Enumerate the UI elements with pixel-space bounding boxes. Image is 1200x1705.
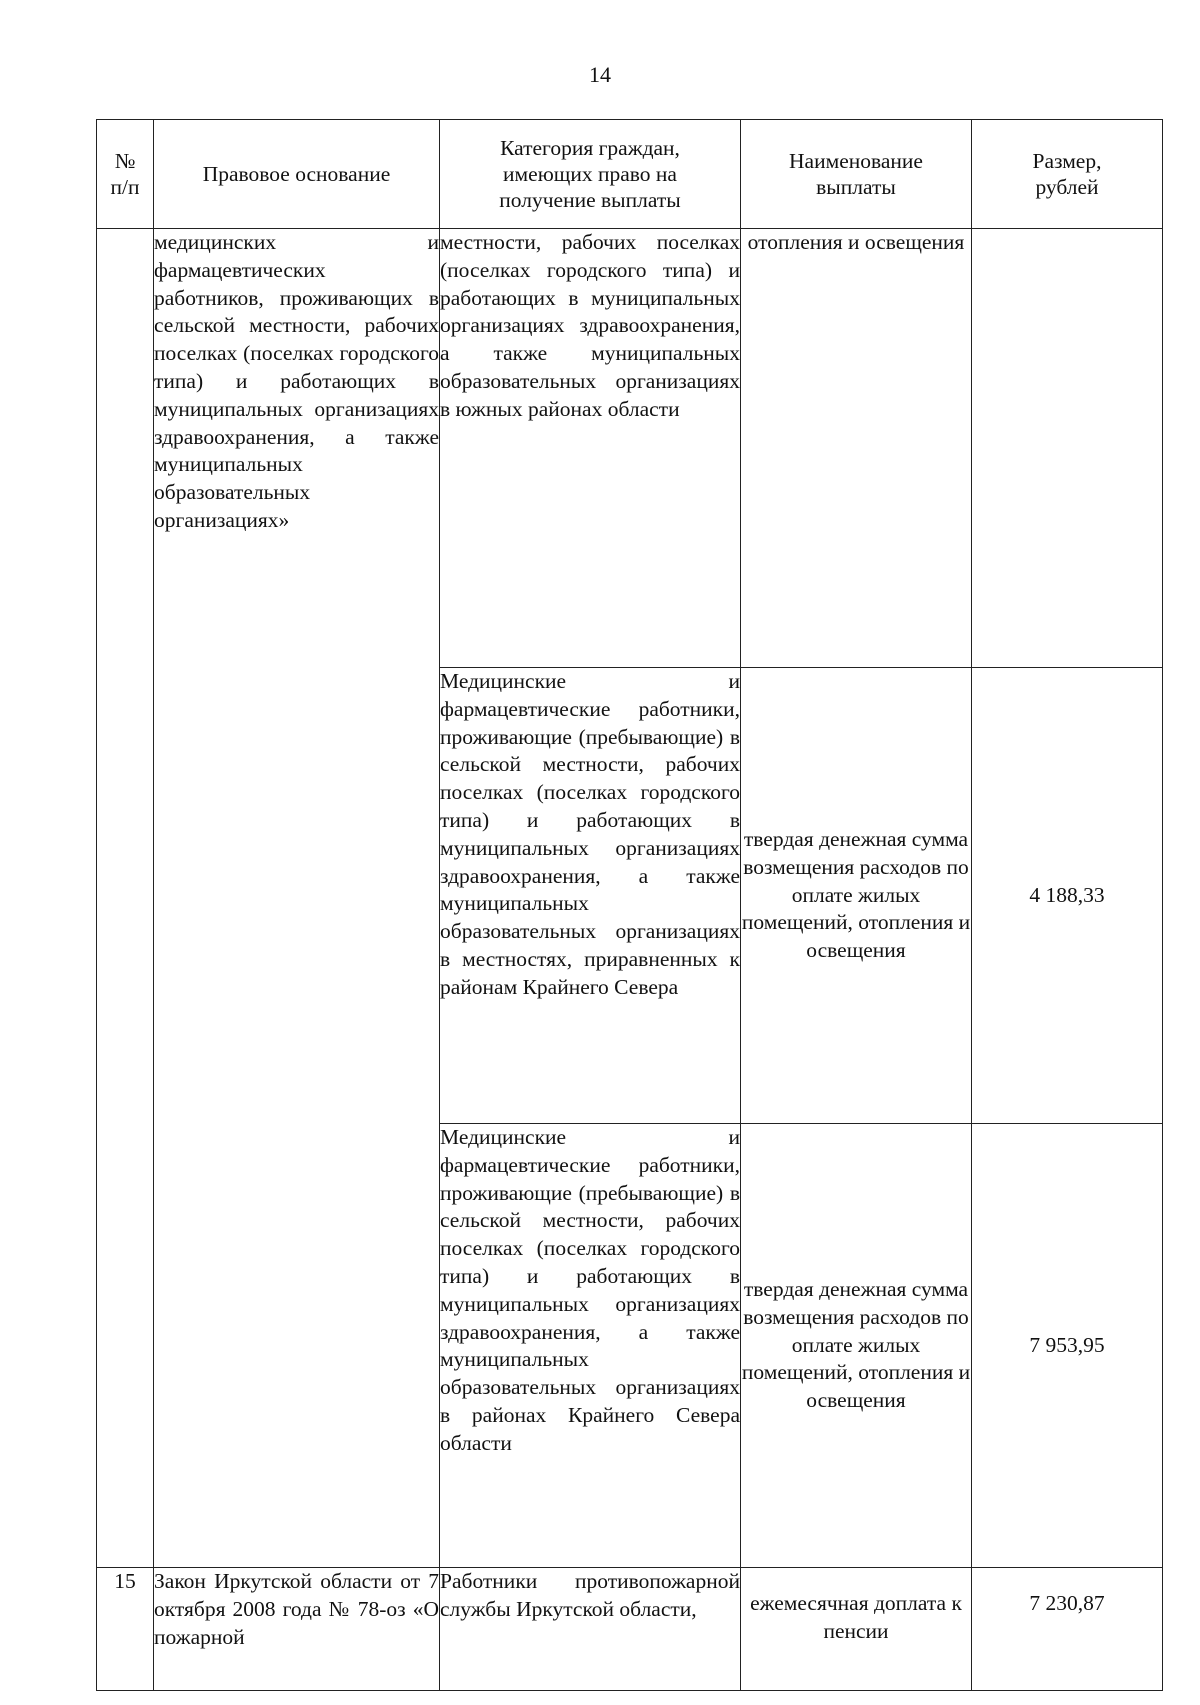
header-category: Категория граждан, имеющих право на получение выплаты [440,120,741,229]
category-cell: местности, рабочих поселках (поселках городского типа) и работающих в муниципальных организациях здравоохранения, а также муниципальных образовательных организациях в южных районах области [440,229,741,668]
row15-category-cell: Работники противопожарной службы Иркутской области, [440,1568,741,1691]
page-number: 14 [589,62,611,87]
amount-cell: 7 953,95 [972,1124,1163,1568]
row15-basis-cell: Закон Иркутской области от 7 октября 2008 года № 78-оз «О пожарной [154,1568,440,1691]
payments-table [96,119,1163,1691]
row15-amount-cell: 7 230,87 [972,1568,1163,1691]
header-basis: Правовое основание [154,120,440,229]
amount-cell [972,229,1163,668]
header-amount: Размер, рублей [972,120,1163,229]
category-cell: Медицинские и фармацевтические работники, проживающие (пребывающие) в сельской местности, рабочих поселках (поселках городского типа) и работающих в муниципальных организациях здравоохранения, а также муниципальных образовательных организациях в местностях, приравненных к районам Крайнего Севера [440,668,741,1124]
payment-name-cell: твердая денежная сумма возмещения расходов по оплате жилых помещений, отопления и освещения [741,1124,972,1568]
amount-cell: 4 188,33 [972,668,1163,1124]
category-cell: Медицинские и фармацевтические работники, проживающие (пребывающие) в сельской местности, рабочих поселках (поселках городского типа) и работающих в муниципальных организациях здравоохранения, а также муниципальных образовательных организациях в районах Крайнего Севера области [440,1124,741,1568]
payment-name-cell: твердая денежная сумма возмещения расходов по оплате жилых помещений, отопления и освещения [741,668,972,1124]
row14-num-cell [97,229,154,1568]
row14-basis-cell: медицинских и фармацевтических работников, проживающих в сельской местности, рабочих поселках (поселках городского типа) и работающих в муниципальных организациях здравоохранения, а также муниципальных образовательных организациях» [154,229,440,1568]
table-header-row [97,120,1163,229]
payment-name-cell: отопления и освещения [741,229,972,668]
header-payment-name: Наименование выплаты [741,120,972,229]
row15-payment-name-cell: ежемесячная доплата к пенсии [741,1568,972,1691]
row15-num-cell: 15 [97,1568,154,1691]
table-row [97,1568,1163,1691]
table-row [97,229,1163,668]
header-num: № п/п [97,120,154,229]
